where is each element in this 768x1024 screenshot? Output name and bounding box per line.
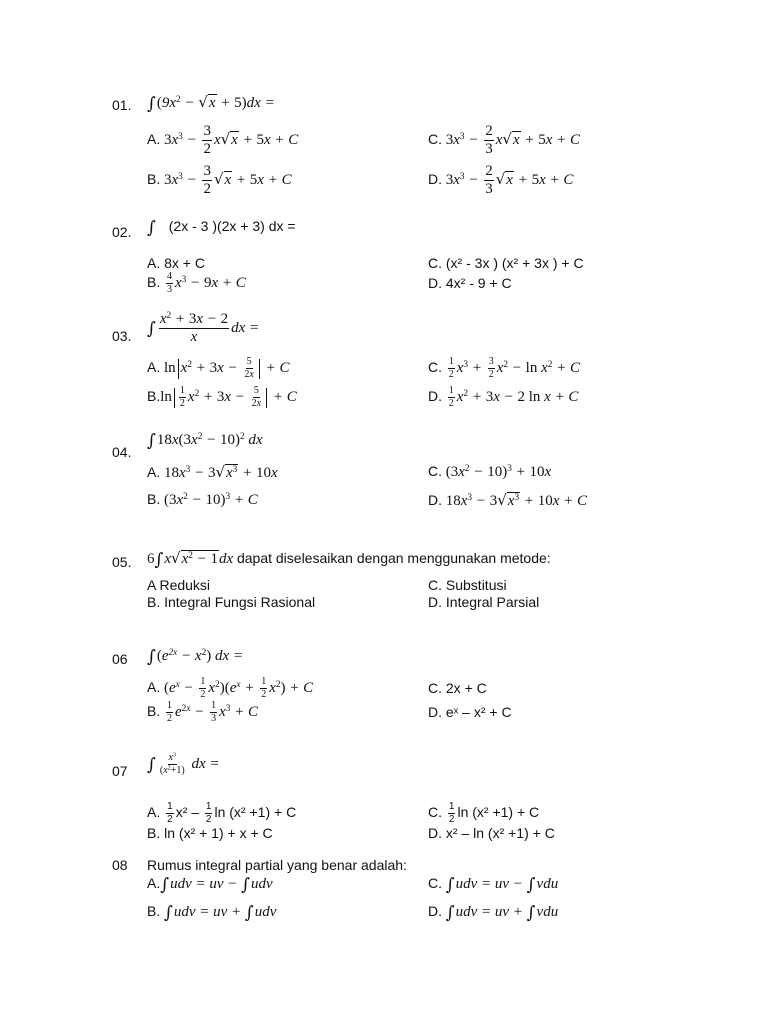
question-expression: $\int(9x^2 - √x + 5)dx$ =	[147, 93, 275, 114]
question-number: 07	[112, 763, 128, 779]
option-c[interactable]: C. $(3x^2 - 10)^3 + 10x$	[428, 463, 552, 480]
question-expression: ∫ $\frac{x^3}{(x^2+1)}$ dx =	[147, 751, 220, 776]
question-text: Rumus integral partial yang benar adalah:	[147, 857, 407, 873]
option-b[interactable]: B. $3x^3$ − $\frac{3}{2}$ √x + 5x + C	[147, 163, 292, 197]
option-label: D.	[428, 903, 442, 919]
option-d[interactable]: D. 4x² - 9 + C	[428, 275, 512, 291]
option-label: B.	[147, 273, 161, 290]
option-label: C.	[428, 804, 442, 821]
option-c[interactable]: C. ∫udv = uv − ∫vdu	[428, 875, 559, 895]
option-a[interactable]: A Reduksi	[147, 577, 211, 593]
option-b[interactable]: B. ln (x² + 1) + x + C	[147, 825, 273, 841]
option-label: A.	[147, 678, 161, 695]
question-expression: $\int(e^{2x} - x^2)$ dx =	[147, 647, 244, 667]
option-b[interactable]: B. $\frac{4}{3}$ $x^3 - 9x + C$	[147, 271, 246, 295]
question-expression: $6\int x√x^2 - 1dx$ dapat diselesaikan dengan menggunakan metode:	[147, 549, 551, 570]
option-label: B.	[147, 170, 161, 187]
question-number: 01.	[112, 97, 132, 113]
option-b[interactable]: B. $(3x^2 - 10)^3 + C$	[147, 491, 258, 508]
option-d[interactable]: D. Integral Parsial	[428, 594, 540, 610]
option-label: D.	[428, 492, 442, 508]
question-number: 05.	[112, 554, 132, 570]
option-d[interactable]: D. ∫udv = uv + ∫vdu	[428, 903, 559, 923]
option-label: C.	[428, 463, 442, 479]
question-number: 04.	[112, 444, 132, 460]
option-label: B.	[147, 702, 161, 719]
option-a[interactable]: A. $\ln x^2 + 3x$ − $\frac{5}{2x}$ + C	[147, 356, 290, 380]
option-a[interactable]: A. $18x^3 - 3√x^3 + 10x$	[147, 463, 278, 481]
option-label: C.	[428, 875, 442, 891]
question-number: 02.	[112, 224, 132, 240]
question-expression: ∫ $\frac{x^2 + 3x - 2}{x}$ dx =	[147, 310, 260, 345]
question-text: dapat diselesaikan dengan menggunakan metode:	[236, 550, 551, 566]
question-expression	[147, 218, 296, 238]
integral-sign: ∫	[147, 218, 156, 238]
question-text: (2x - 3 )(2x + 3) dx =	[168, 218, 296, 234]
option-b[interactable]: B. Integral Fungsi Rasional	[147, 594, 316, 610]
question-number: 03.	[112, 328, 132, 344]
option-d[interactable]: D. x² – ln (x² +1) + C	[428, 825, 555, 841]
option-c[interactable]: C. $\frac{1}{2}$ $x^3$ + $\frac{3}{2}$ $x^2 - \ln x^2 + C$	[428, 356, 581, 380]
option-label: B.	[147, 903, 161, 919]
option-label: B.	[147, 491, 161, 507]
question-number: 06	[112, 651, 128, 667]
option-d[interactable]: D. $18x^3 - 3√x^3 + 10x + C$	[428, 491, 588, 509]
question-number: 08	[112, 857, 128, 873]
option-c[interactable]: C. $3x^3$ − $\frac{2}{3}$ x√x + 5x + C	[428, 123, 581, 157]
option-label: A.	[147, 358, 161, 375]
option-c[interactable]: C. 2x + C	[428, 680, 487, 696]
option-label: D.	[428, 170, 442, 187]
option-b[interactable]: B.ln $\frac{1}{2}$ $x^2 + 3x$ − $\frac{5}{2x}$ + C	[147, 385, 297, 409]
option-label: C.	[428, 130, 442, 147]
option-a[interactable]: A. 8x + C	[147, 255, 205, 271]
option-label: A.	[147, 875, 161, 891]
option-a[interactable]: A. $3x^3$ − $\frac{3}{2}$ x√x + 5x + C	[147, 123, 299, 157]
option-d[interactable]: D. $\frac{1}{2}$ $x^2 + 3x - 2$ ln x + C	[428, 385, 579, 409]
option-b[interactable]: B. $\frac{1}{2}$ $e^{2x}$ − $\frac{1}{3}$ $x^3 + C$	[147, 700, 259, 724]
option-d[interactable]: D. $3x^3$ − $\frac{2}{3}$ √x + 5x + C	[428, 163, 574, 197]
option-a[interactable]: A. ($e^x$ − $\frac{1}{2}$ $x^2)(e^x$ + $\frac{1}{2}$ $x^2) + C$	[147, 676, 314, 700]
option-d[interactable]: D. eˣ – x² + C	[428, 704, 512, 720]
option-label: C.	[428, 358, 442, 375]
option-label: A.	[147, 464, 161, 480]
question-expression: $\int 18x(3x^2 - 10)^2$ dx	[147, 431, 263, 451]
option-label: B.	[147, 387, 161, 404]
option-c[interactable]: C. (x² - 3x ) (x² + 3x ) + C	[428, 255, 584, 271]
option-label: A.	[147, 804, 161, 821]
option-c[interactable]: C. $\frac{1}{2}$ ln (x² +1) + C	[428, 801, 540, 825]
option-a[interactable]: A.∫udv = uv − ∫udv	[147, 875, 273, 895]
option-label: D.	[428, 387, 442, 404]
option-b[interactable]: B. ∫udv = uv + ∫udv	[147, 903, 277, 923]
option-label: A.	[147, 130, 161, 147]
option-c[interactable]: C. Substitusi	[428, 577, 507, 593]
option-a[interactable]: A. $\frac{1}{2}$ x² – $\frac{1}{2}$ ln (x² +1) + C	[147, 801, 297, 825]
